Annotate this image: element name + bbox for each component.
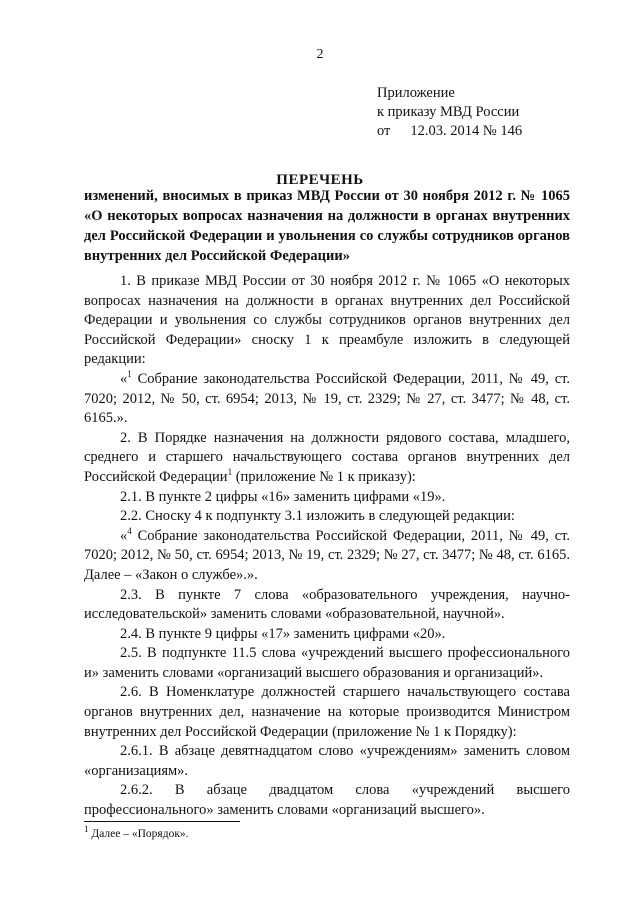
citation-text: Собрание законодательства Российской Федерации, 2011, № 49, ст. 7020; 2012, № 50, ст. 6954; 2013, № 19, ст. 2329; № 27, ст. 3477; № 48, ст. 6165.». (84, 370, 571, 427)
paragraph-2 (84, 429, 570, 488)
footnote-text: Далее – «Порядок». (91, 828, 189, 840)
footnote-mark-4: 4 (127, 525, 132, 536)
paragraph-2-6-2: 2.6.2. В абзаце двадцатом слова «учреждений высшего профессионального» заменить словами «организаций высшего». (84, 782, 570, 819)
page-number: 2 (316, 47, 324, 62)
footnote-mark-1: 1 (127, 369, 132, 380)
paragraph-2-1: 2.1. В пункте 2 цифры «16» заменить цифрами «19». (120, 488, 446, 505)
appendix-header (377, 84, 522, 141)
paragraph-2-tail: (приложение № 1 к приказу): (235, 468, 416, 485)
document-subtitle: изменений, вносимых в приказ МВД России от 30 ноября 2012 г. № 1065 «О некоторых вопросах назначения на должности в органах внутренних дел Российской Федерации и увольнения со службы сотрудников органов внутренних дел Российской Федерации» (84, 188, 570, 264)
paragraph-2-3: 2.3. В пункте 7 слова «образовательного учреждения, научно-исследовательской» заменить словами «образовательной, научной». (84, 586, 570, 623)
footnote (84, 824, 189, 840)
paragraph-1: 1. В приказе МВД России от 30 ноября 2012 г. № 1065 «О некоторых вопросах назначения на должности в органах внутренних дел Российской Федерации и увольнения со службы сотрудников органов внутренних дел Российской Федерации» сноску 1 к преамбуле изложить в следующей редакции: (84, 273, 570, 368)
open-quote: « (120, 370, 128, 387)
paragraph-2-text: 2. В Порядке назначения на должности рядового состава, младшего, среднего и старшего начальствующего состава органов внутренних дел Российской Федерации (84, 429, 570, 485)
appendix-date-row (377, 122, 522, 141)
footnote-divider (84, 821, 240, 822)
paragraph-2-2: 2.2. Сноску 4 к подпункту 3.1 изложить в следующей редакции: (120, 508, 515, 525)
appendix-from-label: от (377, 123, 391, 139)
paragraph-2-4: 2.4. В пункте 9 цифры «17» заменить цифрами «20». (120, 625, 446, 642)
paragraph-2-5: 2.5. В подпункте 11.5 слова «учреждений высшего профессионального и» заменить словами «организаций высшего образования и организаций». (84, 645, 570, 681)
footnote-ref-1: 1 (227, 467, 233, 478)
footnote-mark: 1 (84, 824, 89, 835)
paragraph-2-6-1: 2.6.1. В абзаце девятнадцатом слово «учреждениям» заменить словом «организациям». (84, 743, 570, 779)
appendix-date-number: 12.03. 2014 № 146 (410, 123, 523, 139)
document-title: ПЕРЕЧЕНЬ (276, 172, 364, 188)
citation-text: Собрание законодательства Российской Федерации, 2011, № 49, ст. 7020; 2012, № 50, ст. 6954; 2013, № 19, ст. 2329; № 27, ст. 3477; № 48, ст. 6165. Далее – «Закон о службе».». (84, 527, 571, 583)
paragraph-2-6: 2.6. В Номенклатуре должностей старшего начальствующего состава органов внутренних дел, назначение на которые производится Министром внутренних дел Российской Федерации (приложение № 1 к Порядку): (84, 684, 570, 740)
paragraph-1-footnote-text (84, 370, 570, 429)
document-body (84, 272, 570, 821)
open-quote: « (120, 527, 128, 544)
appendix-line2: к приказу МВД России (377, 104, 520, 120)
paragraph-2-2-footnote-text (84, 527, 570, 586)
appendix-line1: Приложение (377, 85, 455, 101)
